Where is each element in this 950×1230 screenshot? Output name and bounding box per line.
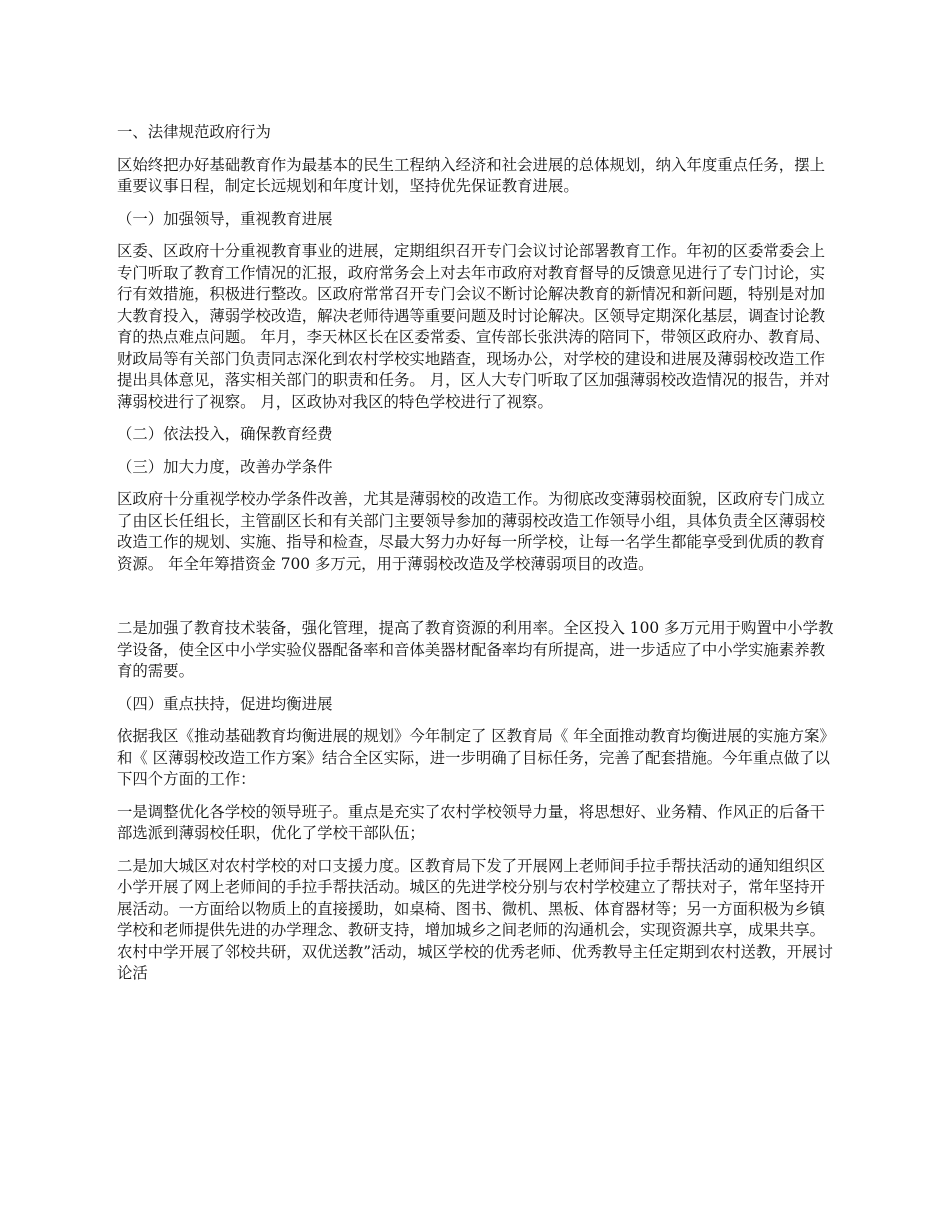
section-heading-legal-norms: 一、法律规范政府行为 [117,123,271,141]
paragraph-urban-rural-support: 二是加大城区对农村学校的对口支援力度。区教育局下发了开展网上老师间手拉手帮扶活动的通知组织区小学开展了网上老师间的手拉手帮扶活动。城区的先进学校分别与农村学校建立了帮扶对子，常年坚持开展活动。一方面给以物质上的直接援助，如桌椅、图书、微机、黑板、体育器材等；另一方面积极为乡镇学校和老师提供先进的办学理念、教研支持，增加城乡之间老师的沟通机会，实现资源共享，成果共享。农村中学开展了邻校共研，双优送教”活动，城区学校的优秀老师、优秀教导主任定期到农村送教，开展讨论活 [117,856,833,982]
paragraph-plan: 依据我区《推动基础教育均衡进展的规划》今年制定了 区教育局《 年全面推动教育均衡进展的实施方案》和《 区薄弱校改造工作方案》结合全区实际，进一步明确了目标任务，完善了配套措施。今年重点做了以下四个方面的工作： [117,727,835,788]
paragraph-leadership-teams: 一是调整优化各学校的领导班子。重点是充实了农村学校领导力量，将思想好、业务精、作风正的后备干部选派到薄弱校任职，优化了学校干部队伍； [117,802,825,842]
paragraph-equipment: 二是加强了教育技术装备，强化管理，提高了教育资源的利用率。全区投入 100 多万元用于购置中小学教学设备，使全区中小学实验仪器配备率和音体美器材配备率均有所提高，进一步适应了中小学实施素养教育的需要。 [117,619,834,680]
paragraph-leadership: 区委、区政府十分重视教育事业的进展，定期组织召开专门会议讨论部署教育工作。年初的区委常委会上专门听取了教育工作情况的汇报，政府常务会上对去年市政府对教育督导的反馈意见进行了专门讨论，实行有效措施，积极进行整改。区政府常常召开专门会议不断讨论解决教育的新情况和新问题，特别是对加大教育投入，薄弱学校改造，解决老师待遇等重要问题及时讨论解决。区领导定期深化基层，调查讨论教育的热点难点问题。 年月，李天林区长在区委常委、宣传部长张洪涛的陪同下，带领区政府办、教育局、财政局等有关部门负责同志深化到农村学校实地踏查，现场办公，对学校的建设和进展及薄弱校改造工作提出具体意见，落实相关部门的职责和任务。 月，区人大专门听取了区加强薄弱校改造情况的报告，并对薄弱校进行了视察。 月，区政协对我区的特色学校进行了视察。 [117,242,830,411]
paragraph-spacer [117,586,837,618]
subheading-lawful-investment: （二）依法投入，确保教育经费 [117,425,333,443]
paragraph-conditions: 区政府十分重视学校办学条件改善，尤其是薄弱校的改造工作。为彻底改变薄弱校面貌，区政府专门成立了由区长任组长，主管副区长和有关部门主要领导参加的薄弱校改造工作领导小组，具体负责全区薄弱校改造工作的规划、实施、指导和检查，尽最大努力办好每一所学校，让每一名学生都能享受到优质的教育资源。 年全年筹措资金 700 多万元，用于薄弱校改造及学校薄弱项目的改造。 [117,490,825,573]
subheading-key-support: （四）重点扶持，促进均衡进展 [117,694,333,713]
paragraph-intro: 区始终把办好基础教育作为最基本的民生工程纳入经济和社会进展的总体规划，纳入年度重点任务，摆上重要议事日程，制定长远规划和年度计划，坚持优先保证教育进展。 [117,155,825,195]
subheading-improve-conditions: （三）加大力度，改善办学条件 [117,457,333,476]
subheading-strengthen-leadership: （一）加强领导，重视教育进展 [117,209,333,228]
document-body [117,122,837,996]
